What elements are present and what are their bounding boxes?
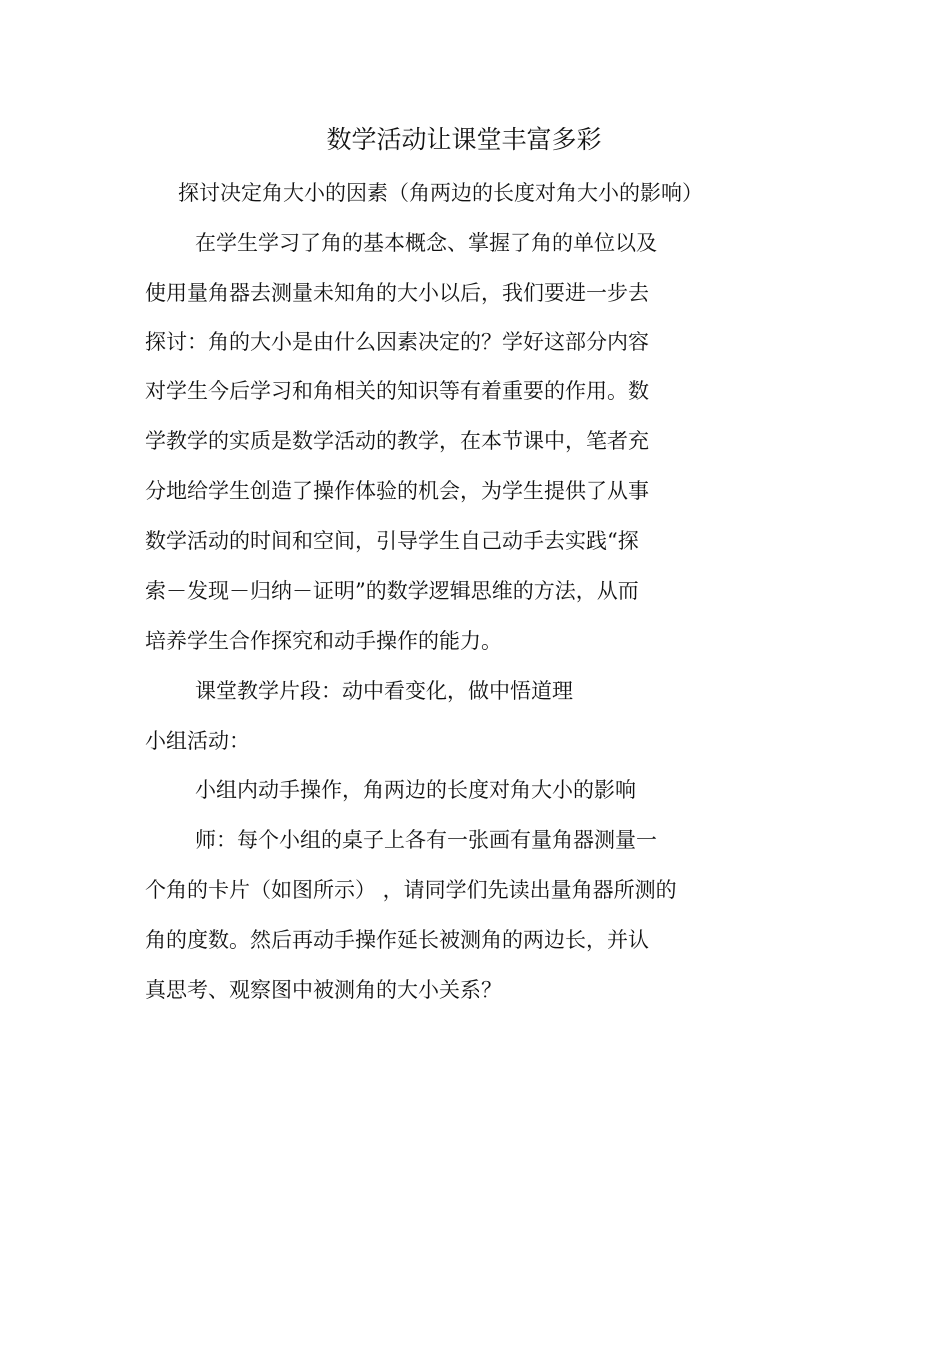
paragraph-line: 探讨：角的大小是由什么因素决定的？学好这部分内容 <box>145 330 649 354</box>
segment-heading: 课堂教学片段：动中看变化，做中悟道理 <box>195 679 573 703</box>
paragraph-line: 分地给学生创造了操作体验的机会，为学生提供了从事 <box>145 479 649 503</box>
document-title: 数学活动让课堂丰富多彩 <box>326 125 602 154</box>
document-subtitle: 探讨决定角大小的因素（角两边的长度对角大小的影响） <box>178 181 703 205</box>
teacher-paragraph-line: 角的度数。然后再动手操作延长被测角的两边长，并认 <box>145 928 649 952</box>
paragraph-line: 数学活动的时间和空间，引导学生自己动手去实践“探 <box>145 529 639 553</box>
teacher-paragraph-line: 个角的卡片（如图所示） ，请同学们先读出量角器所测的 <box>145 878 677 902</box>
teacher-paragraph-line: 师：每个小组的桌子上各有一张画有量角器测量一 <box>195 828 657 852</box>
paragraph-line: 培养学生合作探究和动手操作的能力。 <box>145 629 502 653</box>
paragraph-line: 使用量角器去测量未知角的大小以后，我们要进一步去 <box>145 281 649 305</box>
group-activity-item: 小组内动手操作，角两边的长度对角大小的影响 <box>195 778 636 802</box>
group-activity-label: 小组活动： <box>145 729 250 753</box>
paragraph-line: 学教学的实质是数学活动的教学，在本节课中，笔者充 <box>145 429 649 453</box>
teacher-paragraph-line: 真思考、观察图中被测角的大小关系？ <box>145 978 502 1002</box>
paragraph-line: 索－发现－归纳－证明”的数学逻辑思维的方法，从而 <box>145 579 639 603</box>
paragraph-line: 在学生学习了角的基本概念、掌握了角的单位以及 <box>195 231 657 255</box>
paragraph-line: 对学生今后学习和角相关的知识等有着重要的作用。数 <box>145 379 649 403</box>
